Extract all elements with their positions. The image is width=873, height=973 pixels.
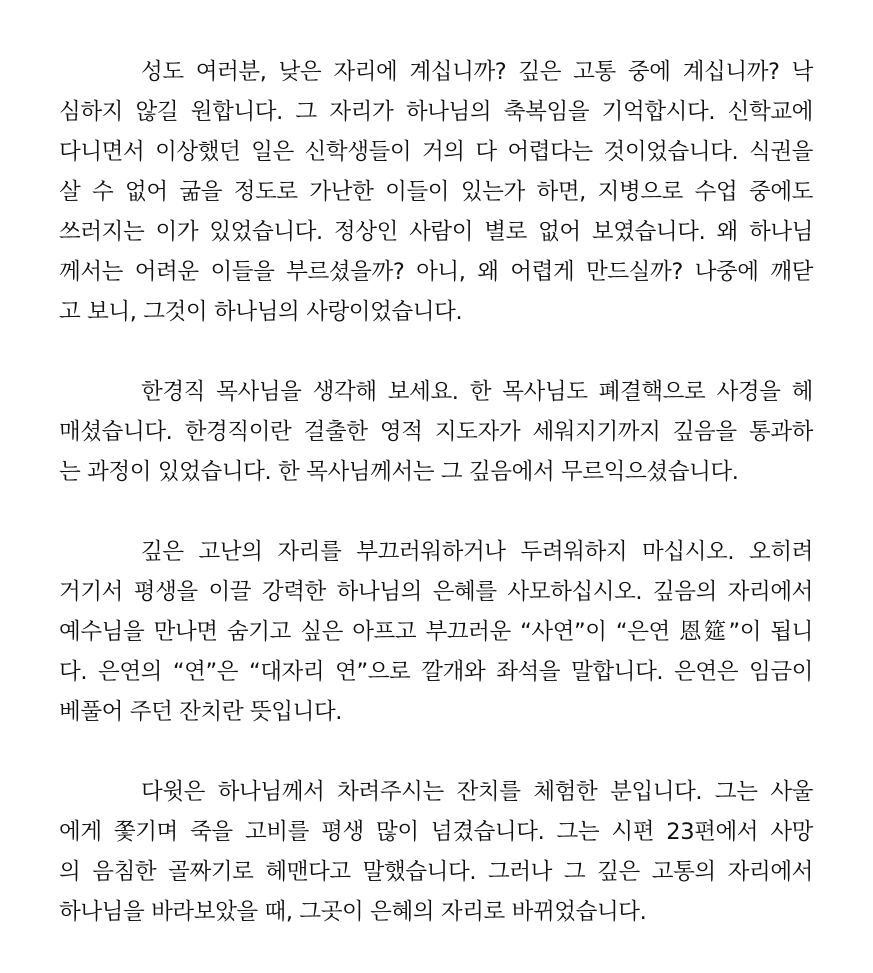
text-line: 성도 여러분, 낮은 자리에 계십니까? 깊은 고통 중에 계십니까? 낙 xyxy=(141,59,813,85)
text-line: 거기서 평생을 이끌 강력한 하나님의 은혜를 사모하십시오. 깊음의 자리에서 xyxy=(59,579,813,605)
text-line: 베풀어 주던 잔치란 뜻입니다. xyxy=(59,699,343,725)
text-line: 는 과정이 있었습니다. 한 목사님께서는 그 깊음에서 무르익으셨습니다. xyxy=(59,459,739,485)
text-line: 다. 은연의 “연”은 “대자리 연”으로 깔개와 좌석을 말합니다. 은연은 임금이 xyxy=(59,659,813,685)
text-line: 예수님을 만나면 숨기고 싶은 아프고 부끄러운 “사연”이 “은연 恩筵”이 됩니 xyxy=(59,619,813,645)
text-line: 의 음침한 골짜기로 헤맨다고 말했습니다. 그러나 그 깊은 고통의 자리에서 xyxy=(59,859,813,885)
text-line: 한경직 목사님을 생각해 보세요. 한 목사님도 폐결핵으로 사경을 헤 xyxy=(141,379,813,405)
text-line: 다니면서 이상했던 일은 신학생들이 거의 다 어렵다는 것이었습니다. 식권을 xyxy=(59,139,813,165)
text-line: 고 보니, 그것이 하나님의 사랑이었습니다. xyxy=(59,299,463,325)
document-page xyxy=(59,52,813,972)
text-line: 에게 쫓기며 죽을 고비를 평생 많이 넘겼습니다. 그는 시편 23편에서 사망 xyxy=(59,819,813,845)
text-line: 살 수 없어 굶을 정도로 가난한 이들이 있는가 하면, 지병으로 수업 중에도 xyxy=(59,179,813,205)
paragraph-1 xyxy=(59,52,813,332)
text-line: 하나님을 바라보았을 때, 그곳이 은혜의 자리로 바뀌었습니다. xyxy=(59,899,647,925)
text-line: 쓰러지는 이가 있었습니다. 정상인 사람이 별로 없어 보였습니다. 왜 하나님 xyxy=(59,219,813,245)
paragraph-4 xyxy=(59,772,813,932)
text-line: 매셨습니다. 한경직이란 걸출한 영적 지도자가 세워지기까지 깊음을 통과하 xyxy=(59,419,813,445)
paragraph-3 xyxy=(59,532,813,732)
paragraph-2 xyxy=(59,372,813,492)
text-line: 심하지 않길 원합니다. 그 자리가 하나님의 축복임을 기억합시다. 신학교에 xyxy=(59,99,813,125)
text-line: 께서는 어려운 이들을 부르셨을까? 아니, 왜 어렵게 만드실까? 나중에 깨닫 xyxy=(59,259,813,285)
text-line: 다윗은 하나님께서 차려주시는 잔치를 체험한 분입니다. 그는 사울 xyxy=(141,779,813,805)
text-line: 깊은 고난의 자리를 부끄러워하거나 두려워하지 마십시오. 오히려 xyxy=(141,539,813,565)
